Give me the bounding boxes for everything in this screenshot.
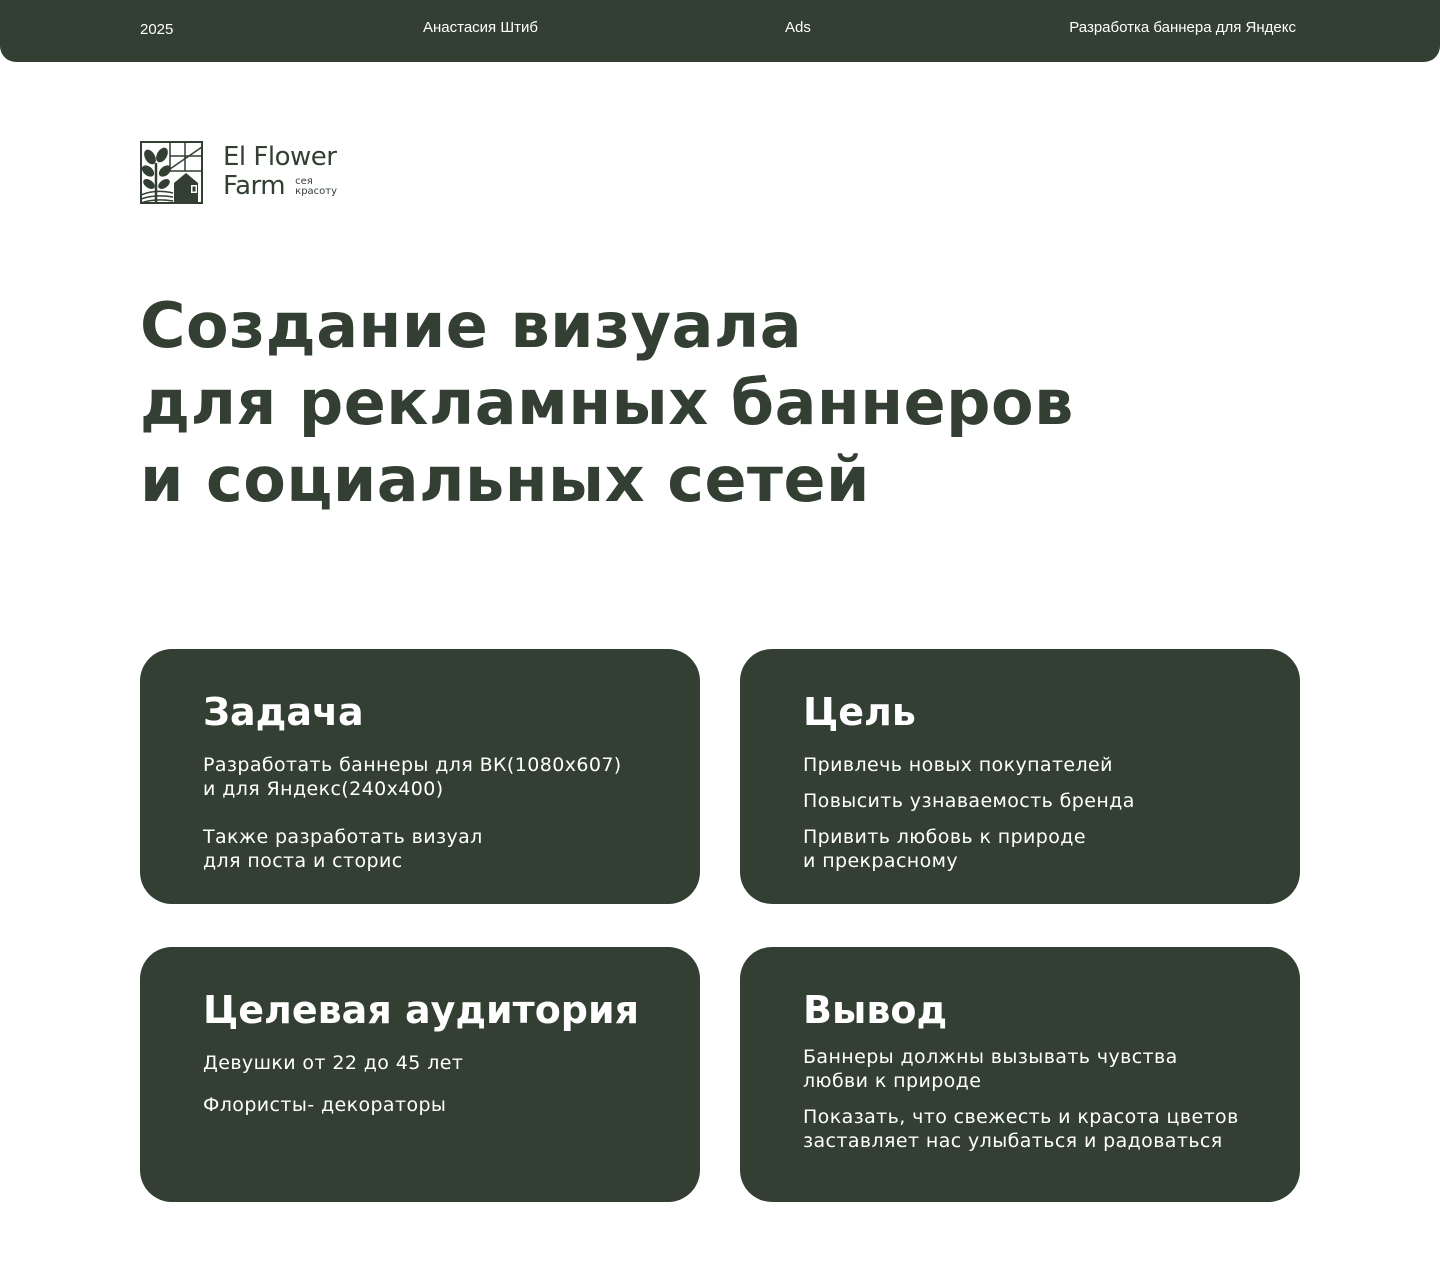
card-text-line: заставляет нас улыбаться и радоваться [803, 1130, 1223, 1152]
card-text-line: Привить любовь к природе [803, 826, 1086, 848]
logo-name-line2: Farm [223, 171, 286, 201]
logo-name-line2-row [223, 172, 337, 201]
logo-tagline-line2: красоту [295, 186, 338, 197]
card-conclusion [740, 947, 1300, 1202]
card-text-line: Флористы- декораторы [203, 1094, 447, 1116]
card-title: Цель [803, 690, 916, 734]
top-bar [0, 0, 1440, 62]
card-paragraph [803, 753, 1300, 777]
page-title [140, 287, 1074, 518]
card-title: Целевая аудитория [203, 988, 640, 1032]
card-audience [140, 947, 700, 1202]
logo-tagline [295, 177, 337, 197]
flower-farm-logo-icon [140, 141, 203, 204]
card-text-line: Показать, что свежесть и красота цветов [803, 1106, 1239, 1128]
card-paragraph [203, 1051, 700, 1075]
header-year: 2025 [140, 21, 174, 38]
brand-logo [140, 141, 380, 207]
card-paragraph [803, 825, 1300, 873]
header-author: Анастасия Штиб [423, 19, 538, 36]
logo-tagline-line1: сея [295, 176, 313, 187]
card-text-line: Разработать баннеры для ВК(1080х607) [203, 754, 622, 776]
page-title-line: и социальных сетей [140, 443, 870, 516]
card-goal [740, 649, 1300, 904]
logo-name-line1: El Flower [223, 142, 337, 172]
card-paragraph [203, 753, 700, 801]
card-text-line: и для Яндекс(240х400) [203, 778, 444, 800]
page-title-line: для рекламных баннеров [140, 366, 1074, 439]
card-title: Вывод [803, 988, 948, 1032]
card-text-line: Также разработать визуал [203, 826, 483, 848]
card-text-line: любви к природе [803, 1070, 982, 1092]
card-text-line: Баннеры должны вызывать чувства [803, 1046, 1178, 1068]
card-text-line: и прекрасному [803, 850, 959, 872]
card-paragraph [203, 825, 700, 873]
page-title-line: Создание визуала [140, 289, 803, 362]
card-task [140, 649, 700, 904]
card-paragraph [803, 1105, 1300, 1153]
header-project: Разработка баннера для Яндекс [1069, 19, 1296, 36]
card-paragraph [203, 1093, 700, 1117]
card-text-line: Девушки от 22 до 45 лет [203, 1052, 464, 1074]
card-text-line: для поста и сторис [203, 850, 403, 872]
card-paragraph [803, 1045, 1300, 1093]
card-text-line: Повысить узнаваемость бренда [803, 790, 1135, 812]
card-paragraph [803, 789, 1300, 813]
header-category: Ads [785, 19, 811, 36]
card-text-line: Привлечь новых покупателей [803, 754, 1113, 776]
card-title: Задача [203, 690, 364, 734]
